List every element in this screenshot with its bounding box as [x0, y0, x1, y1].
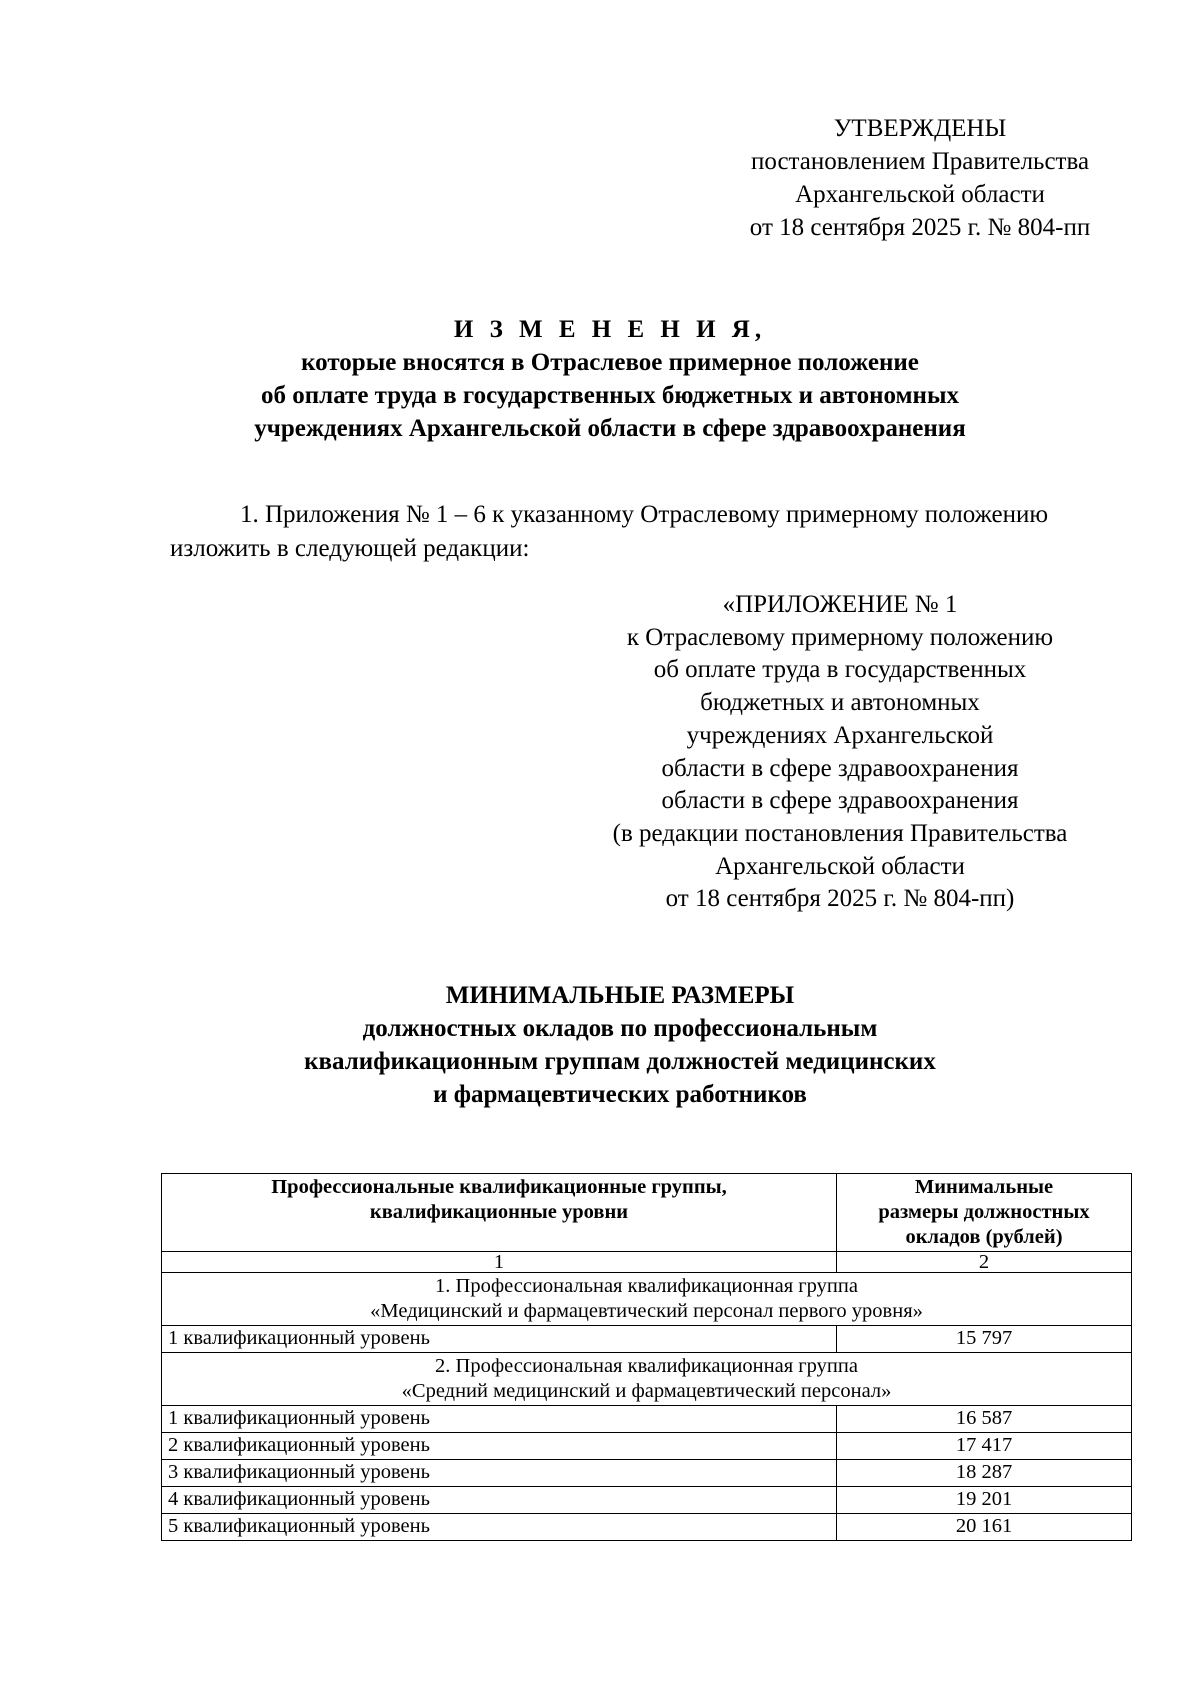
- group-title: 2. Профессиональная квалификационная группа: [435, 1355, 858, 1377]
- column-number: 2: [837, 1252, 1132, 1273]
- salary-cell: 16 587: [837, 1406, 1132, 1433]
- group-row: [162, 1273, 1132, 1326]
- group-row: [162, 1353, 1132, 1406]
- table-row: [162, 1406, 1132, 1433]
- group-name: «Средний медицинский и фармацевтический персонал»: [401, 1380, 892, 1402]
- header-text: квалификационные уровни: [369, 1201, 629, 1223]
- appendix-line: учреждениях Архангельской: [686, 721, 994, 749]
- appendix-line: «ПРИЛОЖЕНИЕ № 1: [722, 591, 958, 618]
- document-title: [120, 313, 1100, 445]
- table-title-line: и фармацевтических работников: [433, 1081, 807, 1108]
- title-line: об оплате труда в государственных бюджетных и автономных: [261, 382, 959, 409]
- salary-table: [161, 1173, 1132, 1541]
- header-text: Профессиональные квалификационные группы,: [271, 1176, 727, 1198]
- title-line: которые вносятся в Отраслевое примерное положение: [301, 349, 919, 376]
- table-title-line: должностных окладов по профессиональным: [362, 1015, 878, 1042]
- group-heading-cell: [162, 1353, 1132, 1406]
- table-row: [162, 1326, 1132, 1353]
- salary-cell: 15 797: [837, 1326, 1132, 1353]
- header-text: окладов (рублей): [905, 1226, 1063, 1248]
- appendix-line: к Отраслевому примерному положению: [626, 623, 1054, 651]
- table-title-line: квалификационным группам должностей медицинских: [304, 1048, 936, 1075]
- approval-line: Архангельской области: [795, 181, 1045, 208]
- title-line: учреждениях Архангельской области в сфере здравоохранения: [254, 415, 966, 442]
- column-number: 1: [162, 1252, 837, 1273]
- header-text: Минимальные: [914, 1176, 1054, 1198]
- table-row: [162, 1460, 1132, 1487]
- level-cell: 1 квалификационный уровень: [162, 1326, 837, 1353]
- level-cell: 1 квалификационный уровень: [162, 1406, 837, 1433]
- group-title: 1. Профессиональная квалификационная группа: [435, 1275, 858, 1297]
- table-title-line: МИНИМАЛЬНЫЕ РАЗМЕРЫ: [445, 982, 795, 1009]
- appendix-block: [560, 589, 1120, 916]
- table-header-row: [162, 1174, 1132, 1252]
- appendix-line: (в редакции постановления Правительства: [612, 819, 1068, 847]
- approval-date: от 18 сентября 2025 г. № 804-пп: [749, 214, 1091, 241]
- column-number-row: [162, 1252, 1132, 1273]
- paragraph-line: изложить в следующей редакции:: [170, 535, 530, 562]
- group-name: «Медицинский и фармацевтический персонал первого уровня»: [370, 1300, 923, 1322]
- level-cell: 3 квалификационный уровень: [162, 1460, 837, 1487]
- appendix-line: бюджетных и автономных: [700, 689, 980, 717]
- table-row: [162, 1514, 1132, 1541]
- header-cell-salary: [837, 1174, 1132, 1252]
- salary-cell: 17 417: [837, 1433, 1132, 1460]
- appendix-line: Архангельской области: [715, 852, 965, 880]
- salary-cell: 20 161: [837, 1514, 1132, 1541]
- paragraph-1: [170, 498, 1120, 566]
- level-cell: 5 квалификационный уровень: [162, 1514, 837, 1541]
- level-cell: 2 квалификационный уровень: [162, 1433, 837, 1460]
- group-heading-cell: [162, 1273, 1132, 1326]
- salary-cell: 19 201: [837, 1487, 1132, 1514]
- appendix-line: области в сфере здравоохранения: [661, 754, 1019, 782]
- header-text: размеры должностных: [878, 1201, 1090, 1223]
- level-cell: 4 квалификационный уровень: [162, 1487, 837, 1514]
- header-cell-groups: [162, 1174, 837, 1252]
- appendix-line: от 18 сентября 2025 г. № 804-пп): [665, 885, 1015, 913]
- table-row: [162, 1433, 1132, 1460]
- paragraph-line: 1. Приложения № 1 – 6 к указанному Отраслевому примерному положению: [240, 501, 1049, 528]
- approval-block: [720, 112, 1120, 244]
- approval-heading: УТВЕРЖДЕНЫ: [833, 115, 1007, 142]
- salary-cell: 18 287: [837, 1460, 1132, 1487]
- appendix-line: об оплате труда в государственных: [653, 656, 1027, 684]
- title-heading: И З М Е Н Е Н И Я,: [453, 316, 767, 343]
- appendix-line: области в сфере здравоохранения: [661, 787, 1019, 815]
- table-row: [162, 1487, 1132, 1514]
- table-title: [150, 979, 1090, 1111]
- approval-line: постановлением Правительства: [750, 148, 1090, 175]
